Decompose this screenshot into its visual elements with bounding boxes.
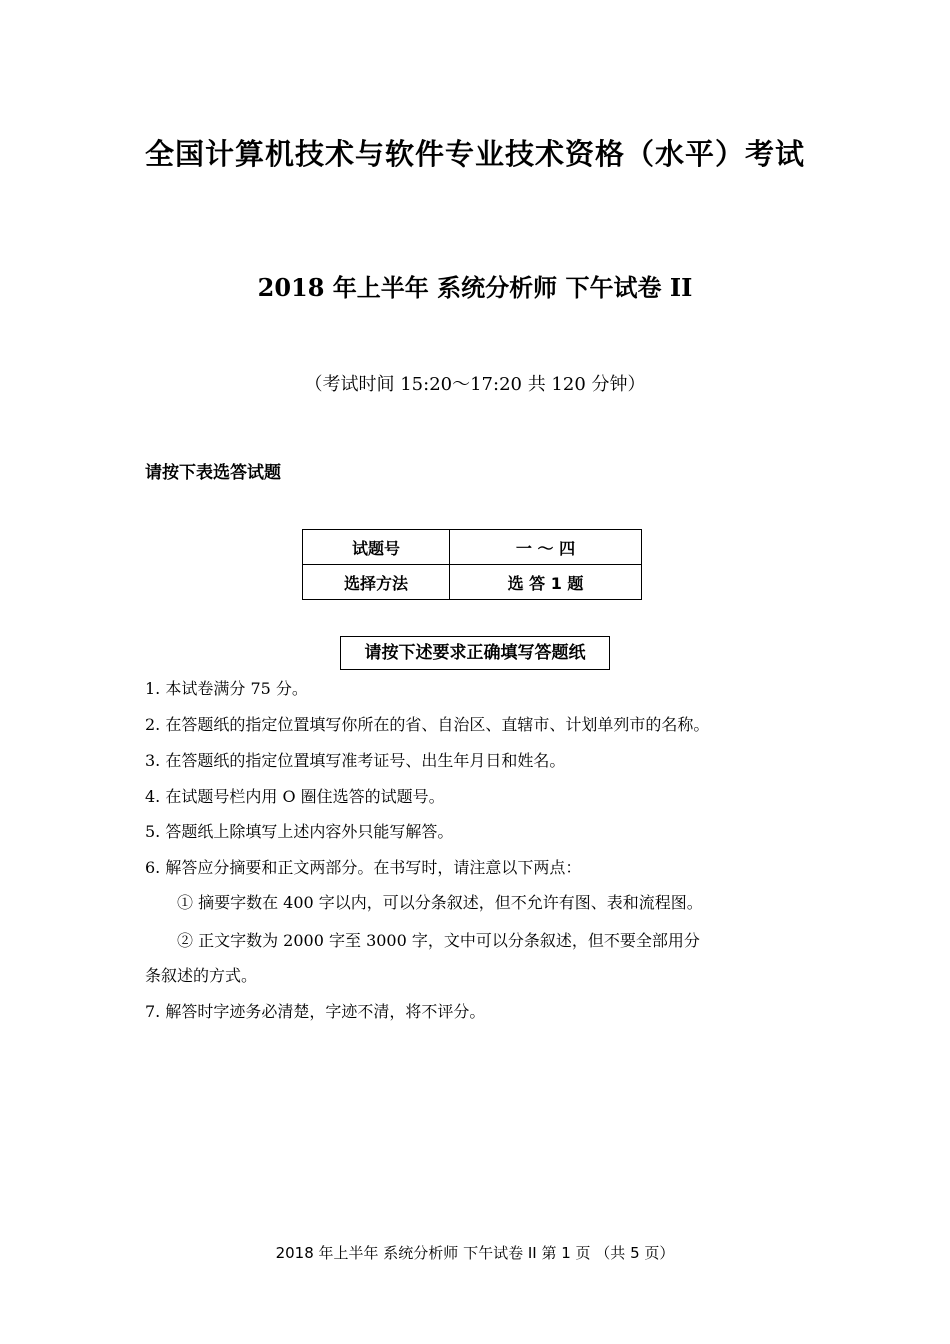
rule-item: 3. 在答题纸的指定位置填写准考证号、出生年月日和姓名。 [145, 751, 566, 770]
rule-item: 5. 答题纸上除填写上述内容外只能写解答。 [145, 822, 454, 841]
rule-subitem: ① 摘要字数在 400 字以内，可以分条叙述，但不允许有图、表和流程图。 [177, 893, 703, 912]
rule-item: 4. 在试题号栏内用 O 圈住选答的试题号。 [145, 787, 445, 806]
rule-item: 6. 解答应分摘要和正文两部分。在书写时，请注意以下两点： [145, 858, 582, 877]
table-cell-value: 一 ～ 四 [450, 530, 642, 565]
paper-subtitle: 2018 年上半年 系统分析师 下午试卷 II [257, 273, 693, 302]
table-cell-value: 选 答 1 题 [450, 565, 642, 600]
rule-item: 2. 在答题纸的指定位置填写你所在的省、自治区、直辖市、计划单列市的名称。 [145, 715, 710, 734]
selection-table [302, 529, 642, 600]
table-row [303, 530, 642, 565]
exam-time: （考试时间 15:20～17:20 共 120 分钟） [304, 374, 646, 395]
instructions-heading: 请按下表选答试题 [145, 463, 281, 483]
table-cell-label: 试题号 [303, 530, 450, 565]
rule-subitem-continuation: 条叙述的方式。 [145, 966, 258, 985]
page-footer: 2018 年上半年 系统分析师 下午试卷 II 第 1 页 （共 5 页） [275, 1244, 675, 1262]
rule-subitem: ② 正文字数为 2000 字至 3000 字，文中可以分条叙述，但不要全部用分 [177, 931, 700, 950]
rule-item: 1. 本试卷满分 75 分。 [145, 679, 308, 698]
answer-sheet-box: 请按下述要求正确填写答题纸 [340, 636, 610, 670]
table-row [303, 565, 642, 600]
table-cell-label: 选择方法 [303, 565, 450, 600]
rule-item: 7. 解答时字迹务必清楚，字迹不清，将不评分。 [145, 1002, 486, 1021]
exam-title: 全国计算机技术与软件专业技术资格（水平）考试 [144, 137, 805, 171]
